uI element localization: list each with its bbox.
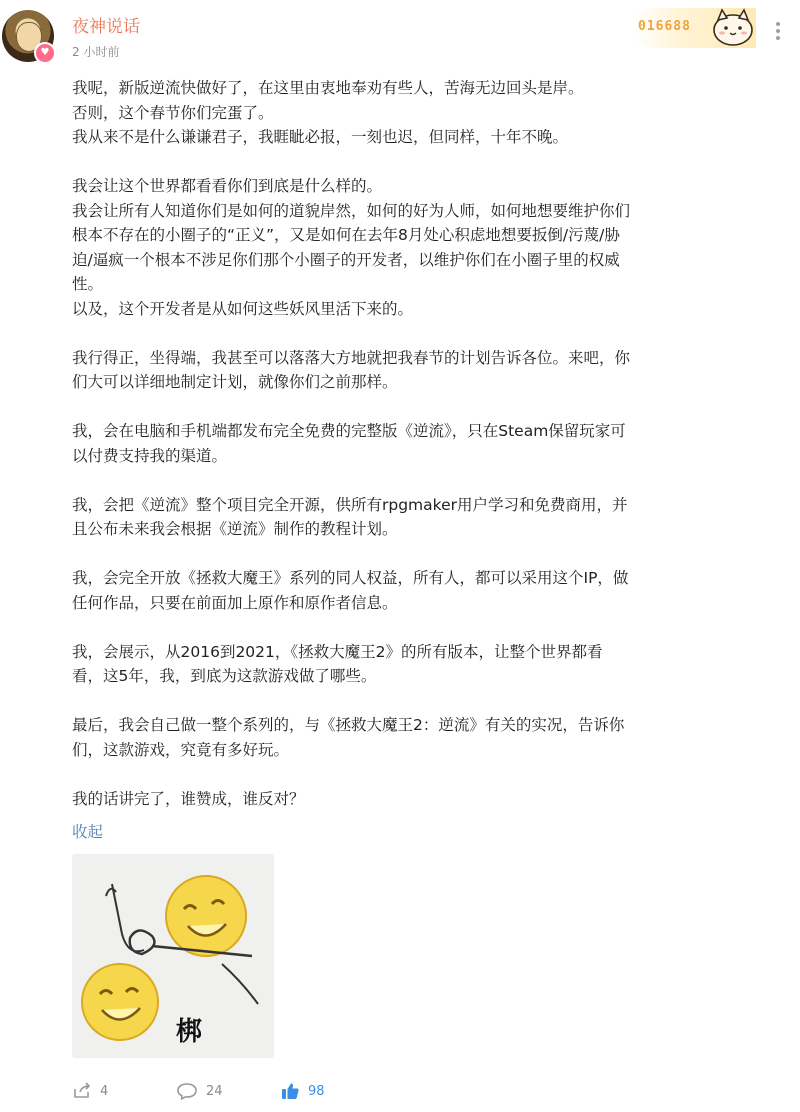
post-text-line: 我，会在电脑和手机端都发布完全免费的完整版《逆流》，只在Steam保留玩家可 — [72, 422, 626, 440]
post-text-line: 以及，这个开发者是从如何这些妖风里活下来的。 — [72, 299, 414, 318]
post-text-line: 我的话讲完了，谁赞成，谁反对？ — [72, 789, 305, 808]
post-paragraph — [72, 174, 662, 321]
verified-badge-icon: ♥ — [34, 42, 56, 64]
comment-icon — [176, 1081, 198, 1101]
post-body — [72, 76, 662, 811]
post-text-line: 我会让这个世界都看看你们到底是什么样的。 — [72, 177, 383, 195]
post-text-line: 任何作品，只要在前面加上原作和原作者信息。 — [72, 593, 398, 612]
post-time[interactable]: 2 小时前 — [72, 45, 120, 59]
cat-mascot-icon — [710, 4, 756, 50]
post-text-line: 我从来不是什么谦谦君子，我睚眦必报，一刻也迟，但同样，十年不晚。 — [72, 128, 569, 146]
more-vertical-icon[interactable] — [770, 22, 786, 42]
avatar[interactable] — [2, 10, 54, 62]
post-text-line: 我会让所有人知道你们是如何的道貌岸然，如何的好为人师，如何地想要维护你们 — [72, 201, 631, 220]
post-paragraph — [72, 787, 662, 812]
post-paragraph — [72, 640, 662, 689]
collapse-link[interactable]: 收起 — [72, 823, 104, 841]
repost-button[interactable] — [72, 1078, 108, 1104]
post-text-line: 且公布未来我会根据《逆流》制作的教程计划。 — [72, 520, 398, 538]
post-paragraph — [72, 566, 662, 615]
comment-button[interactable] — [176, 1078, 223, 1104]
post-image[interactable] — [72, 854, 274, 1058]
post-text-line: 我，会展示，从2016到2021，《拯救大魔王2》的所有版本，让整个世界都看 — [72, 642, 603, 661]
like-count: 98 — [308, 1083, 325, 1099]
post-text-line: 根本不存在的小圈子的“正义”，又是如何在去年8月处心积虑地想要扳倒/污蔑/胁 — [72, 226, 620, 244]
sticker-caption: 梆 — [176, 1017, 203, 1047]
post-text-line: 我行得正，坐得端，我甚至可以落落大方地就把我春节的计划告诉各位。来吧，你 — [72, 348, 631, 367]
comment-count: 24 — [206, 1083, 223, 1099]
post-text-line: 我，会完全开放《拯救大魔王》系列的同人权益，所有人，都可以采用这个IP，做 — [72, 569, 629, 587]
post-text-line: 们大可以详细地制定计划，就像你们之前那样。 — [72, 373, 398, 391]
post-text-line: 们，这款游戏，究竟有多好玩。 — [72, 740, 290, 759]
post-paragraph — [72, 419, 662, 468]
fan-badge-number: 016688 — [638, 19, 691, 34]
repost-icon — [72, 1081, 92, 1101]
thumbs-up-icon — [280, 1081, 300, 1101]
post-text-line: 以付费支持我的渠道。 — [72, 446, 228, 465]
post-text-line: 性。 — [72, 275, 104, 293]
post-text-line: 迫/逼疯一个根本不涉足你们那个小圈子的开发者，以维护你们在小圈子里的权威 — [72, 250, 620, 269]
post-paragraph — [72, 76, 662, 150]
repost-count: 4 — [100, 1083, 109, 1099]
like-button[interactable] — [280, 1078, 325, 1104]
post-text-line: 我，会把《逆流》整个项目完全开源，供所有rpgmaker用户学习和免费商用，并 — [72, 495, 628, 514]
post-text-line: 最后，我会自己做一整个系列的，与《拯救大魔王2：逆流》有关的实况，告诉你 — [72, 716, 625, 734]
post-text-line: 否则，这个春节你们完蛋了。 — [72, 103, 274, 122]
post-paragraph — [72, 346, 662, 395]
post-text-line: 我呢，新版逆流快做好了，在这里由衷地奉劝有些人，苦海无边回头是岸。 — [72, 79, 584, 97]
post-paragraph — [72, 713, 662, 762]
post-text-line: 看，这5年，我，到底为这款游戏做了哪些。 — [72, 667, 377, 685]
sticker-image — [72, 854, 274, 1058]
username[interactable]: 夜神说话 — [72, 17, 140, 37]
fan-badge[interactable] — [632, 8, 756, 48]
post-paragraph — [72, 493, 662, 542]
